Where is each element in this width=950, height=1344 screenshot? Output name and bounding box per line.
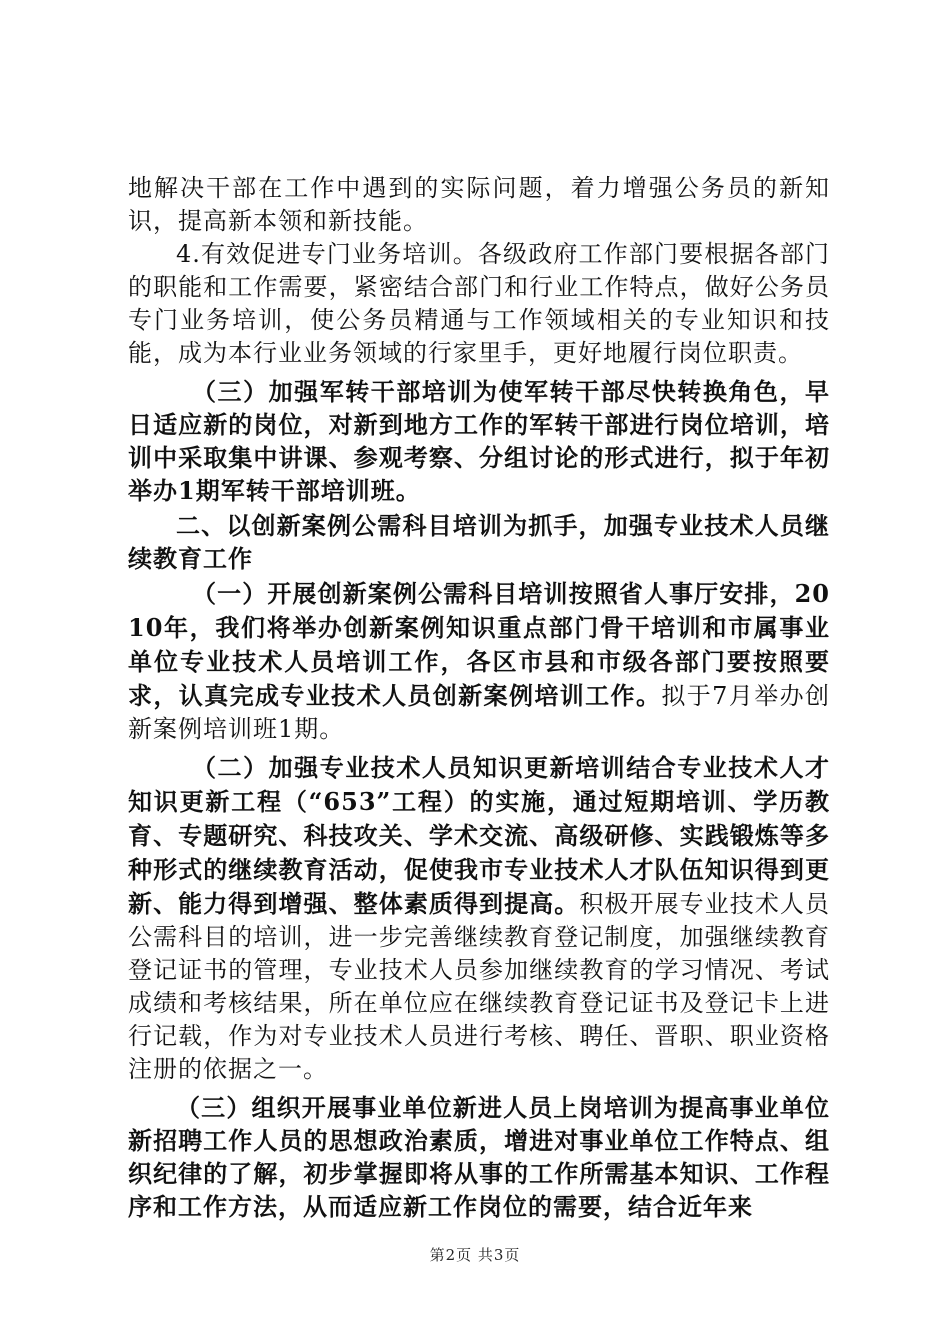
paragraph-knowledge-update-training bbox=[128, 751, 830, 1086]
document-body bbox=[128, 172, 830, 1223]
paragraph-innovation-case-training bbox=[128, 577, 830, 746]
paragraph-specialized-training: 4.有效促进专门业务培训。各级政府工作部门要根据各部门的职能和工作需要，紧密结合部门和行业工作特点，做好公务员专门业务培训，使公务员精通与工作领域相关的专业知识和技能，成为本行业业务领域的行家里手，更好地履行岗位职责。 bbox=[128, 240, 830, 367]
paragraph-continuation: 地解决干部在工作中遇到的实际问题，着力增强公务员的新知识，提高新本领和新技能。 bbox=[128, 174, 830, 235]
paragraph-knowledge-update-training-main: （二）加强专业技术人员知识更新培训结合专业技术人才知识更新工程（“653”工程）的实施，通过短期培训、学历教育、专题研究、科技攻关、学术交流、高级研修、实践锻炼等多种形式的继续教育活动，促使我市专业技术人才队伍知识得到更新、能力得到增强、整体素质得到提高。 bbox=[128, 753, 830, 918]
paragraph-military-transfer-training: （三）加强军转干部培训为使军转干部尽快转换角色，早日适应新的岗位，对新到地方工作的军转干部进行岗位培训，培训中采取集中讲课、参观考察、分组讨论的形式进行，拟于年初举办1期军转干部培训班。 bbox=[128, 377, 830, 505]
paragraph-innovation-case-training-note: 拟于7月举办创新案例培训班1期。 bbox=[128, 682, 830, 743]
section-heading-two: 二、以创新案例公需科目培训为抓手，加强专业技术人员继续教育工作 bbox=[128, 511, 830, 573]
page-number-footer: 第2页 共3页 bbox=[429, 1246, 521, 1264]
paragraph-innovation-case-training-main: （一）开展创新案例公需科目培训按照省人事厅安排，2010年，我们将举办创新案例知识重点部门骨干培训和市属事业单位专业技术人员培训工作，各区市县和市级各部门要按照要求，认真完成专业技术人员创新案例培训工作。 bbox=[128, 579, 830, 710]
paragraph-new-staff-training: （三）组织开展事业单位新进人员上岗培训为提高事业单位新招聘工作人员的思想政治素质，增进对事业单位工作特点、组织纪律的了解，初步掌握即将从事的工作所需基本知识、工作程序和工作方法，从而适应新工作岗位的需要，结合近年来 bbox=[128, 1093, 830, 1221]
paragraph-knowledge-update-training-note: 积极开展专业技术人员公需科目的培训，进一步完善继续教育登记制度，加强继续教育登记证书的管理，专业技术人员参加继续教育的学习情况、考试成绩和考核结果，所在单位应在继续教育登记证书及登记卡上进行记载，作为对专业技术人员进行考核、聘任、晋职、职业资格注册的依据之一。 bbox=[128, 890, 831, 1083]
